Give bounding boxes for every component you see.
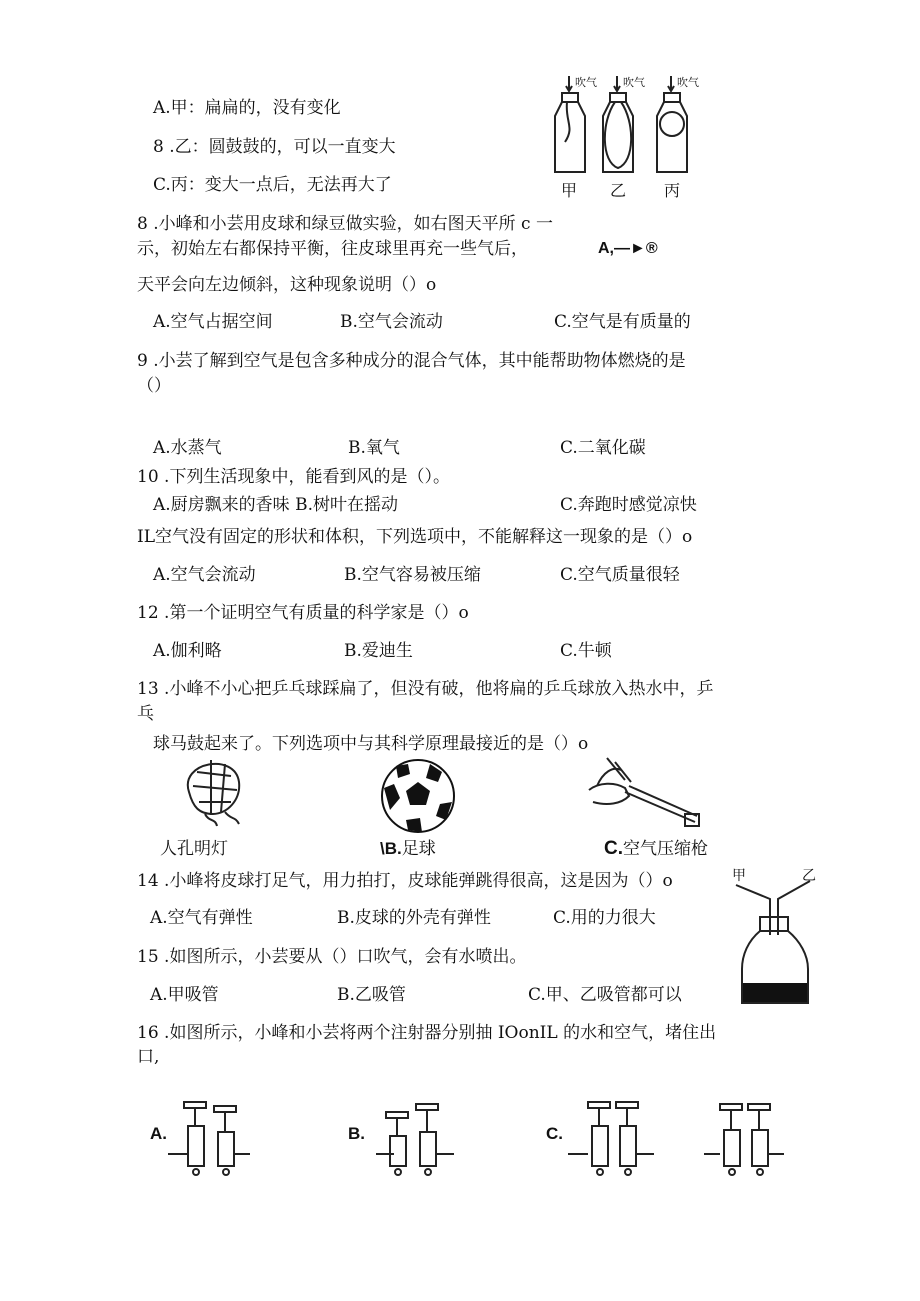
bottle-label-jia: 甲 bbox=[561, 181, 578, 200]
blow-label-3: 吹气 bbox=[677, 76, 699, 89]
q9-option-b: B.氧气 bbox=[348, 438, 400, 458]
q13-option-c bbox=[604, 838, 708, 860]
q10-line-1: 10 .下列生活现象中，能看到风的是（）。 bbox=[137, 467, 450, 487]
sky-lantern-icon bbox=[175, 752, 255, 832]
bottle-straws-drawing bbox=[730, 865, 820, 1015]
q11-option-c: C.空气质量很轻 bbox=[560, 565, 680, 585]
q9-option-c: C.二氧化碳 bbox=[560, 438, 646, 458]
syringe-option-c: C. bbox=[546, 1124, 563, 1143]
q12-option-c: C.牛顿 bbox=[560, 641, 612, 661]
q7-option-b: 8 .乙：圆鼓鼓的，可以一直变大 bbox=[153, 137, 396, 157]
q14-option-a: A.空气有弹性 bbox=[150, 908, 253, 928]
q8-line-1: 8 .小峰和小芸用皮球和绿豆做实验，如右图天平所 c 一 bbox=[137, 214, 553, 234]
q11-line-1: IL空气没有固定的形状和体积，下列选项中，不能解释这一现象的是（）o bbox=[137, 527, 693, 547]
air-gun-figure bbox=[585, 752, 705, 834]
straw-label-yi: 乙 bbox=[802, 868, 816, 884]
blow-label-2: 吹气 bbox=[623, 76, 645, 89]
bottle-label-bing: 丙 bbox=[664, 181, 681, 200]
q13-option-b bbox=[380, 838, 436, 860]
q8-line-2: 示，初始左右都保持平衡，往皮球里再充一些气后， bbox=[137, 239, 528, 259]
q12-option-a: A.伽利略 bbox=[153, 641, 222, 661]
q11-option-a: A.空气会流动 bbox=[153, 565, 256, 585]
q15-option-c: C.甲、乙吸管都可以 bbox=[528, 985, 682, 1005]
q13-line-1: 13 .小峰不小心把乒乓球踩扁了，但没有破，他将扁的乒乓球放入热水中，乒 bbox=[137, 679, 714, 699]
q8-option-b: B.空气会流动 bbox=[340, 312, 443, 332]
bottles-figure bbox=[545, 72, 705, 202]
straw-label-jia: 甲 bbox=[732, 868, 746, 884]
q13-line-3: 球马鼓起来了。下列选项中与其科学原理最接近的是（）o bbox=[153, 734, 589, 754]
q16-line-2: 口, bbox=[137, 1047, 160, 1067]
q7-option-c: C.丙：变大一点后，无法再大了 bbox=[153, 175, 392, 195]
q11-option-b: B.空气容易被压缩 bbox=[344, 565, 481, 585]
syringe-option-b: B. bbox=[348, 1124, 365, 1143]
q10-option-ab: A.厨房飘来的香味 B.树叶在摇动 bbox=[153, 495, 398, 515]
sky-lantern-figure bbox=[175, 752, 255, 832]
blow-label-1: 吹气 bbox=[575, 76, 597, 89]
q14-option-c: C.用的力很大 bbox=[553, 908, 656, 928]
syringes-drawing bbox=[148, 1096, 788, 1186]
q13-option-b-text: 足球 bbox=[401, 839, 436, 859]
q13-line-2: 乓 bbox=[137, 704, 154, 724]
syringe-option-a: A. bbox=[150, 1124, 167, 1143]
q8-line-3: 天平会向左边倾斜，这种现象说明（）o bbox=[137, 275, 437, 295]
air-gun-icon bbox=[585, 752, 705, 834]
q15-option-a: A.甲吸管 bbox=[150, 985, 219, 1005]
q13-option-a: 人孔明灯 bbox=[160, 839, 228, 859]
q9-option-a: A.水蒸气 bbox=[153, 438, 222, 458]
q13-option-c-text: 空气压缩枪 bbox=[623, 839, 708, 859]
q15-line-1: 15 .如图所示，小芸要从（）口吹气，会有水喷出。 bbox=[137, 947, 527, 967]
soccer-ball-figure bbox=[380, 758, 456, 834]
q7-option-a: A.甲：扁扁的，没有变化 bbox=[153, 98, 341, 118]
q14-option-b: B.皮球的外壳有弹性 bbox=[337, 908, 491, 928]
q12-line-1: 12 .第一个证明空气有质量的科学家是（）o bbox=[137, 603, 469, 623]
bottle-label-yi: 乙 bbox=[610, 181, 627, 200]
q8-side-mark: A,—►® bbox=[598, 240, 658, 257]
q9-line-1: 9 .小芸了解到空气是包含多种成分的混合气体，其中能帮助物体燃烧的是 bbox=[137, 351, 686, 371]
q14-line-1: 14 .小峰将皮球打足气，用力拍打，皮球能弹跳得很高，这是因为（）o bbox=[137, 871, 673, 891]
q13-option-b-letter: \B. bbox=[380, 839, 402, 858]
q16-line-1: 16 .如图所示，小峰和小芸将两个注射器分别抽 IOonIL 的水和空气，堵住出 bbox=[137, 1023, 717, 1043]
q8-option-c: C.空气是有质量的 bbox=[554, 312, 691, 332]
q15-option-b: B.乙吸管 bbox=[337, 985, 406, 1005]
q13-option-c-letter: C. bbox=[604, 838, 623, 859]
q10-option-c: C.奔跑时感觉凉快 bbox=[560, 495, 697, 515]
q8-option-a: A.空气占据空间 bbox=[153, 312, 273, 332]
q9-line-2: （） bbox=[137, 376, 171, 396]
bottle-straws-figure bbox=[730, 865, 820, 1015]
q12-option-b: B.爱迪生 bbox=[344, 641, 413, 661]
syringes-figure bbox=[148, 1096, 788, 1186]
soccer-ball-icon bbox=[380, 758, 456, 834]
